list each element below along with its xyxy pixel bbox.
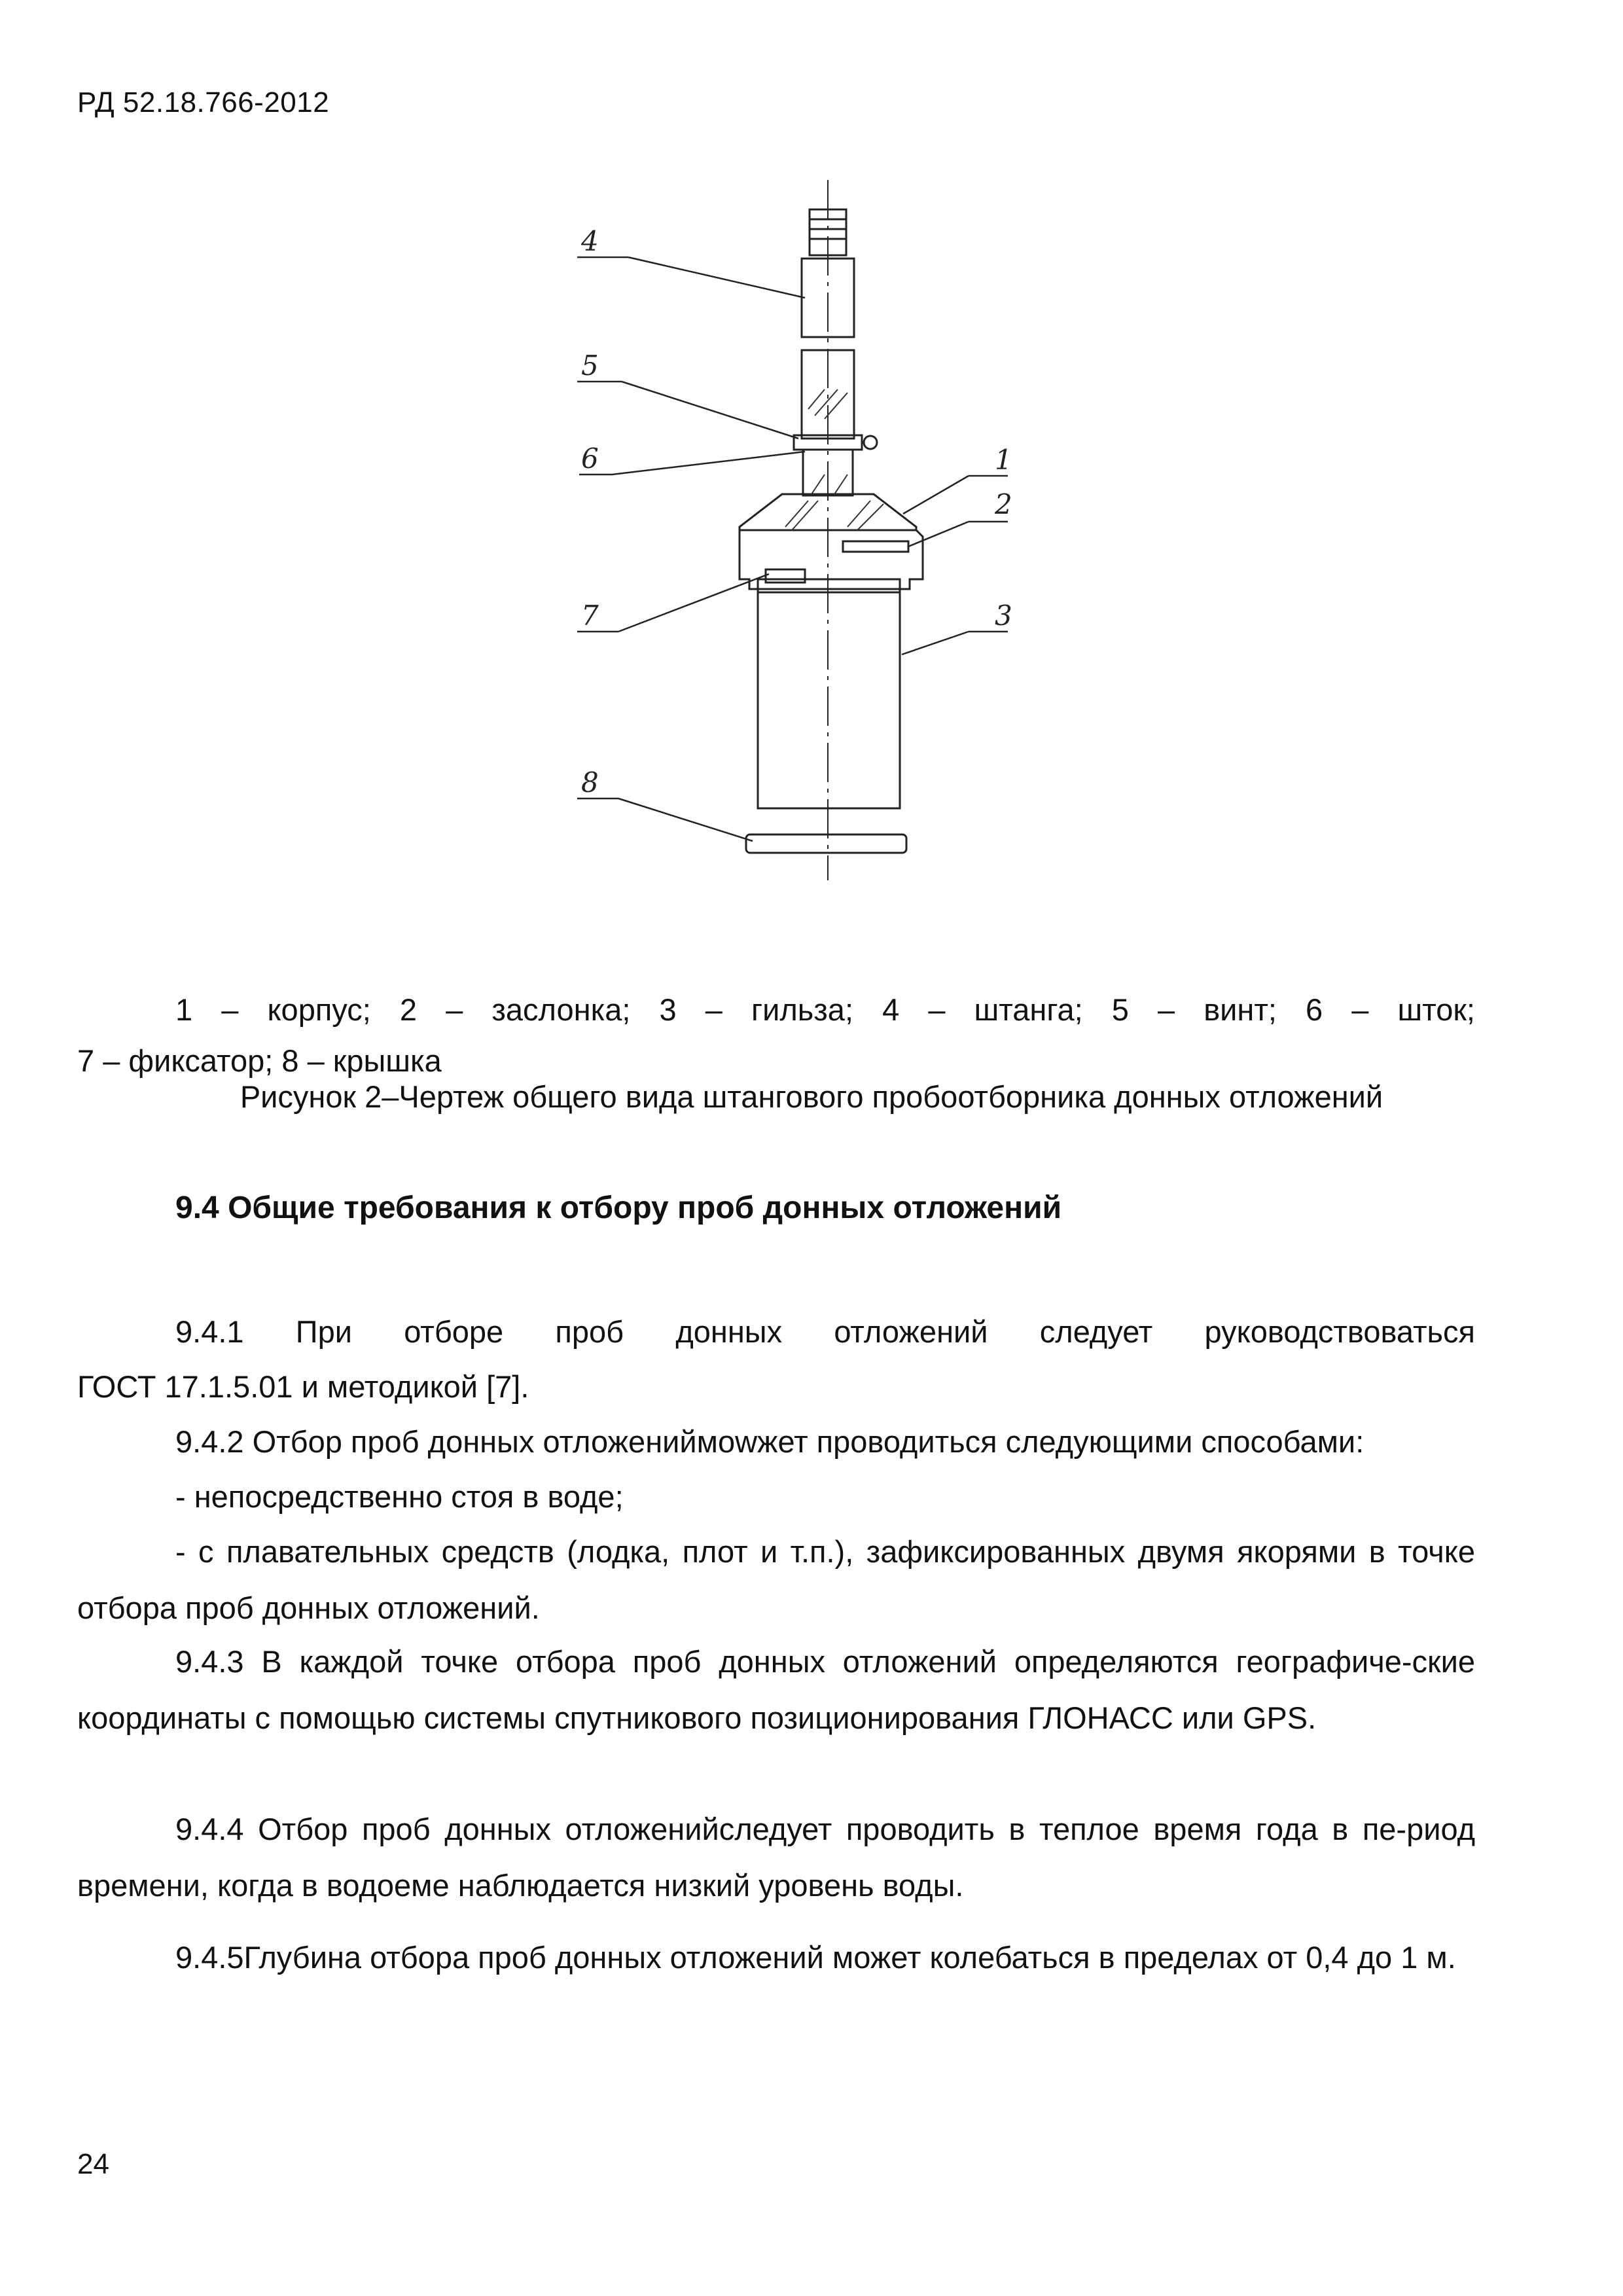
page-number: 24 (77, 2148, 109, 2180)
list-item-standing-in-water: - непосредственно стоя в воде; (175, 1479, 624, 1514)
paragraph-9-4-4: 9.4.4 Отбор проб донных отложенийследует проводить в теплое время года в пе-риод времени, когда в водоеме наблюдается низкий уровень воды. (77, 1812, 1475, 1903)
sampler-drawing (550, 173, 1073, 900)
paragraph-9-4-3: 9.4.3 В каждой точке отбора проб донных отложений определяются географиче-ские координаты с помощью системы спутникового позиционирования ГЛОНАСС или GPS. (77, 1644, 1475, 1735)
part-label-2: 2 (995, 488, 1012, 520)
part-label-8: 8 (581, 766, 599, 798)
part-label-4: 4 (581, 225, 599, 257)
part-label-1: 1 (995, 444, 1012, 476)
document-code-header: РД 52.18.766-2012 (77, 86, 330, 118)
part-label-5: 5 (581, 350, 599, 382)
list-item-floating-craft: - с плавательных средств (лодка, плот и т.п.), зафиксированных двумя якорями в точке отбора проб донных отложений. (77, 1534, 1475, 1625)
sampler-drawing-svg (550, 173, 1073, 900)
paragraph-9-4-5: 9.4.5Глубина отбора проб донных отложений может колебаться в пределах от 0,4 до 1 м. (175, 1940, 1456, 1975)
part-label-3: 3 (995, 600, 1012, 632)
part-label-6: 6 (581, 442, 599, 475)
part-label-7: 7 (581, 600, 599, 632)
paragraph-9-4-1-line-1: 9.4.1 При отборе проб донных отложений следует руководствоваться (175, 1314, 1475, 1349)
paragraph-9-4-2: 9.4.2 Отбор проб донных отложениймowжет проводиться следующими способами: (175, 1424, 1364, 1459)
paragraph-9-4-1-line-2: ГОСТ 17.1.5.01 и методикой [7]. (77, 1369, 529, 1404)
figure-legend-line-1: 1 – корпус; 2 – заслонка; 3 – гильза; 4 – штанга; 5 – винт; 6 – шток; (175, 992, 1475, 1027)
figure-legend-line-2: 7 – фиксатор; 8 – крышка (77, 1043, 442, 1078)
figure-caption: Рисунок 2–Чертеж общего вида штангового пробоотборника донных отложений (240, 1079, 1383, 1114)
section-heading: 9.4 Общие требования к отбору проб донных отложений (175, 1191, 1062, 1225)
